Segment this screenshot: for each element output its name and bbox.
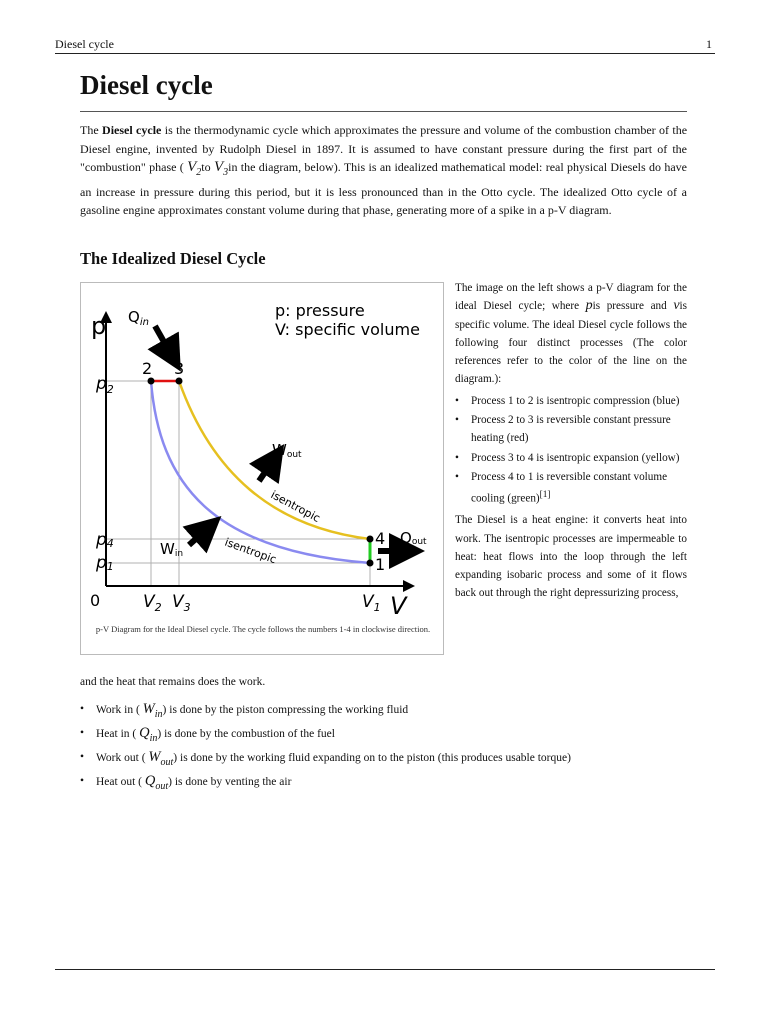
- state-point-1: [367, 560, 374, 567]
- win-label: [160, 540, 183, 559]
- item-text: Heat in (: [96, 727, 140, 740]
- process-item: • Process 3 to 4 is isentropic expansion (yellow): [455, 449, 687, 467]
- state-point-3: [176, 378, 183, 385]
- math-p: p: [585, 298, 593, 314]
- math-symbol: [148, 748, 174, 768]
- point-1-label: 1: [375, 555, 386, 574]
- v1-letter: V: [362, 592, 374, 612]
- p2-sub: 2: [106, 383, 114, 396]
- math-v2-sub: 2: [196, 167, 202, 178]
- process-item: • Process 2 to 3 is reversible constant pressure heating (red): [455, 411, 687, 448]
- wout-sub: out: [286, 450, 302, 460]
- symbol-letter: Q: [144, 772, 156, 789]
- legend-volume: V: specific volume: [275, 320, 420, 339]
- symbol-letter: W: [148, 748, 161, 765]
- v1-tick-label: [362, 592, 381, 614]
- symbol-letter: W: [142, 701, 155, 717]
- p2-letter: p: [96, 374, 107, 394]
- axis-p-label: p: [91, 312, 107, 340]
- symbol-sub: out: [160, 756, 174, 768]
- wout-arrow: [259, 459, 274, 481]
- item-text: Work in (: [96, 704, 143, 716]
- isentropic-upper-label: isentropic: [268, 488, 323, 525]
- item-text: ) is done by the working fluid expanding on to the piston (this produces usable torque): [173, 751, 571, 764]
- math-v3-letter: V: [213, 159, 224, 175]
- list-item: [80, 724, 687, 748]
- list-item: [80, 700, 687, 724]
- running-title: Diesel cycle: [55, 37, 114, 51]
- compression-curve: [151, 381, 370, 563]
- p4-sub: 4: [106, 537, 114, 550]
- math-v3: [213, 159, 229, 178]
- intro-text-1: The: [80, 123, 103, 137]
- v2-sub: 2: [154, 601, 162, 614]
- page-title: Diesel cycle: [80, 70, 213, 100]
- desc-text-3: is specific volume. The ideal Diesel cycle follows the following four distinct processes (The color references refer to the color of the line on the diagram.):: [455, 300, 687, 386]
- win-sub: in: [174, 549, 184, 559]
- figure-caption: p-V Diagram for the Ideal Diesel cycle. The cycle follows the numbers 1-4 in clockwise direction.: [95, 624, 431, 634]
- intro-text-3: to: [201, 160, 214, 174]
- intro-paragraph: [80, 121, 687, 220]
- wout-letter: W: [272, 441, 287, 459]
- p1-sub: 1: [106, 560, 114, 573]
- work-heat-list: [80, 700, 687, 796]
- section-heading: The Idealized Diesel Cycle: [80, 249, 266, 268]
- pv-diagram: [81, 283, 443, 623]
- math-symbol: [142, 701, 163, 720]
- point-3-label: 3: [174, 359, 185, 378]
- legend-pressure: p: pressure: [275, 301, 365, 320]
- wout-label: [272, 441, 302, 460]
- p2-tick-label: [95, 374, 114, 396]
- isentropic-lower-label: isentropic: [222, 535, 279, 567]
- item-text: Heat out (: [96, 775, 145, 788]
- v3-sub: 3: [183, 601, 191, 614]
- qin-label: [128, 308, 149, 328]
- symbol-sub: in: [154, 708, 163, 720]
- p1-tick-label: [95, 553, 114, 573]
- math-v: v: [673, 298, 680, 314]
- state-point-4: [367, 536, 374, 543]
- pv-diagram-figure: [80, 282, 444, 655]
- process-item: • Process 1 to 2 is isentropic compression (blue): [455, 392, 687, 410]
- math-symbol: [139, 724, 158, 744]
- description-paragraph: [455, 279, 687, 389]
- axis-v-label: V: [390, 592, 407, 620]
- item-text: Work out (: [96, 751, 149, 764]
- desc-text-1: The image on the left shows a p-V diagram for the ideal Diesel cycle; where: [455, 282, 687, 313]
- item-text: ) is done by the combustion of the fuel: [157, 727, 335, 740]
- state-point-2: [148, 378, 155, 385]
- header-rule: [55, 53, 715, 54]
- p1-letter: p: [96, 553, 107, 573]
- list-item: [80, 772, 687, 796]
- math-v3-sub: 3: [223, 167, 229, 178]
- symbol-letter: Q: [139, 724, 150, 741]
- process-4-text: Process 4 to 1 is reversible constant volume cooling (green): [471, 470, 668, 505]
- desc-text-2: is pressure and: [592, 300, 674, 313]
- reference-link[interactable]: [1]: [539, 490, 551, 501]
- symbol-sub: out: [155, 780, 169, 792]
- process-item: [455, 468, 687, 508]
- point-2-label: 2: [142, 359, 153, 378]
- v3-tick-label: [172, 592, 191, 614]
- qin-sub: in: [139, 317, 149, 328]
- symbol-sub: in: [149, 732, 158, 744]
- math-v2-letter: V: [187, 159, 197, 175]
- item-text: ) is done by the piston compressing the working fluid: [162, 704, 409, 716]
- origin-label: 0: [90, 591, 101, 610]
- qin-arrow: [155, 326, 172, 356]
- math-v2: [187, 159, 202, 178]
- v3-letter: V: [172, 592, 184, 612]
- win-letter: W: [160, 540, 175, 558]
- qout-sub: out: [411, 537, 427, 547]
- p4-letter: p: [96, 530, 107, 550]
- title-rule: [80, 111, 687, 112]
- qin-letter: Q: [128, 308, 140, 326]
- intro-bold-term: Diesel cycle: [102, 123, 162, 137]
- win-arrow: [189, 528, 208, 545]
- continuation-text: and the heat that remains does the work.: [80, 676, 266, 688]
- v2-letter: V: [143, 592, 155, 612]
- v2-tick-label: [143, 592, 162, 614]
- math-symbol: [144, 772, 169, 792]
- running-header: [0, 0, 768, 52]
- point-4-label: 4: [375, 529, 386, 548]
- item-text: ) is done by venting the air: [168, 775, 292, 788]
- qout-letter: Q: [400, 529, 412, 547]
- process-list: [455, 392, 687, 509]
- footer-rule: [55, 969, 715, 970]
- p4-tick-label: [95, 530, 114, 550]
- list-item: [80, 748, 687, 772]
- right-column: [455, 279, 687, 603]
- intro-text-2: is the thermodynamic cycle which approximates the pressure and volume of the combustion chamber of the Diesel engine, invented by Rudolph Diesel in 1897. It is assumed to have constant pressure during the first part of the "combustion" phase (: [80, 123, 688, 174]
- intro-text-4: in the diagram, below). This is an idealized mathematical model: real physical Diesels do have an increase in pressure during this period, but it is less pronounced than in the Otto cycle. The idealized Otto cycle of a gasoline engine approximates constant volume during that phase, generating more of a spike in a p-V diagram.: [80, 160, 687, 217]
- qout-label: [400, 529, 427, 547]
- v1-sub: 1: [373, 601, 381, 614]
- page-number: 1: [706, 37, 712, 51]
- heat-engine-paragraph: The Diesel is a heat engine: it converts heat into work. The isentropic processes are impermeable to heat: heat flows into the loop through the left expanding isobaric process and some of it flows back out through the right depressurizing process,: [455, 514, 687, 600]
